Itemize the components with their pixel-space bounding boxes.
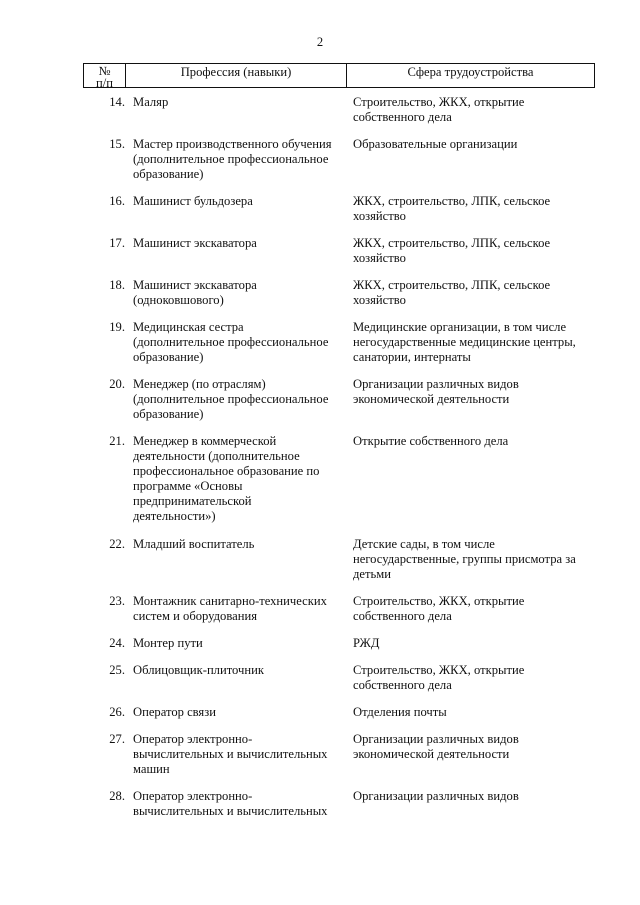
header-sphere-column: Сфера трудоустройства: [407, 65, 534, 79]
profession-line: образование): [133, 350, 204, 364]
sphere-line: Детские сады, в том числе: [353, 537, 495, 551]
sphere-line: Строительство, ЖКХ, открытие: [353, 663, 525, 677]
profession-cell: [133, 95, 347, 110]
profession-line: Медицинская сестра: [133, 320, 244, 334]
sphere-line: Образовательные организации: [353, 137, 518, 151]
sphere-cell: [353, 137, 593, 152]
profession-cell: [133, 663, 347, 678]
profession-line: Машинист экскаватора: [133, 236, 257, 250]
sphere-cell: [353, 537, 593, 582]
row-number: 21.: [109, 434, 125, 448]
row-number: 19.: [109, 320, 125, 334]
profession-line: Машинист экскаватора: [133, 278, 257, 292]
profession-line: Маляр: [133, 95, 169, 109]
sphere-cell: [353, 95, 593, 125]
sphere-line: ЖКХ, строительство, ЛПК, сельское: [353, 236, 551, 250]
profession-line: Оператор связи: [133, 705, 216, 719]
sphere-line: хозяйство: [353, 209, 406, 223]
sphere-line: экономической деятельности: [353, 747, 510, 761]
profession-line: (дополнительное профессиональное: [133, 152, 329, 166]
profession-line: программе «Основы: [133, 479, 243, 493]
sphere-line: негосударственные, группы присмотра за: [353, 552, 576, 566]
sphere-cell: [353, 705, 593, 720]
profession-cell: [133, 137, 347, 182]
profession-line: Монтер пути: [133, 636, 203, 650]
sphere-cell: [353, 594, 593, 624]
sphere-line: собственного дела: [353, 110, 452, 124]
profession-line: Мастер производственного обучения: [133, 137, 332, 151]
profession-cell: [133, 705, 347, 720]
sphere-cell: [353, 636, 593, 651]
profession-line: профессиональное образование по: [133, 464, 320, 478]
profession-cell: [133, 537, 347, 552]
profession-cell: [133, 320, 347, 365]
row-number: 22.: [109, 537, 125, 551]
row-number: 20.: [109, 377, 125, 391]
profession-line: Машинист бульдозера: [133, 194, 253, 208]
sphere-line: экономической деятельности: [353, 392, 510, 406]
sphere-line: Медицинские организации, в том числе: [353, 320, 567, 334]
page-number: 2: [316, 35, 324, 49]
profession-line: (одноковшового): [133, 293, 224, 307]
profession-cell: [133, 434, 347, 524]
row-number: 14.: [109, 95, 125, 109]
profession-line: систем и оборудования: [133, 609, 257, 623]
row-number: 15.: [109, 137, 125, 151]
sphere-cell: [353, 377, 593, 407]
profession-line: образование): [133, 167, 204, 181]
profession-cell: [133, 278, 347, 308]
profession-line: вычислительных и вычислительных: [133, 747, 328, 761]
profession-cell: [133, 236, 347, 251]
profession-line: Оператор электронно-: [133, 789, 253, 803]
sphere-line: хозяйство: [353, 251, 406, 265]
sphere-line: Организации различных видов: [353, 732, 519, 746]
row-number: 26.: [109, 705, 125, 719]
sphere-line: ЖКХ, строительство, ЛПК, сельское: [353, 194, 551, 208]
profession-line: Облицовщик-плиточник: [133, 663, 264, 677]
sphere-line: РЖД: [353, 636, 380, 650]
profession-line: деятельности (дополнительное: [133, 449, 300, 463]
sphere-line: собственного дела: [353, 678, 452, 692]
row-number: 18.: [109, 278, 125, 292]
row-number: 17.: [109, 236, 125, 250]
profession-line: деятельности»): [133, 509, 216, 523]
sphere-cell: [353, 663, 593, 693]
row-number: 28.: [109, 789, 125, 803]
header-number-column: [84, 64, 126, 90]
profession-line: Менеджер (по отраслям): [133, 377, 266, 391]
sphere-line: Организации различных видов: [353, 789, 519, 803]
sphere-line: негосударственные медицинские центры,: [353, 335, 576, 349]
profession-line: Монтажник санитарно-технических: [133, 594, 327, 608]
profession-line: вычислительных и вычислительных: [133, 804, 328, 818]
sphere-line: Организации различных видов: [353, 377, 519, 391]
profession-line: (дополнительное профессиональное: [133, 392, 329, 406]
profession-cell: [133, 594, 347, 624]
sphere-cell: [353, 789, 593, 804]
sphere-line: хозяйство: [353, 293, 406, 307]
row-number: 27.: [109, 732, 125, 746]
header-number-symbol: №: [98, 64, 111, 78]
profession-cell: [133, 194, 347, 209]
sphere-line: ЖКХ, строительство, ЛПК, сельское: [353, 278, 551, 292]
profession-line: Менеджер в коммерческой: [133, 434, 277, 448]
row-number: 16.: [109, 194, 125, 208]
profession-cell: [133, 377, 347, 422]
sphere-cell: [353, 236, 593, 266]
sphere-cell: [353, 278, 593, 308]
profession-cell: [133, 732, 347, 777]
sphere-cell: [353, 320, 593, 365]
sphere-line: Строительство, ЖКХ, открытие: [353, 594, 525, 608]
sphere-line: детьми: [353, 567, 391, 581]
sphere-line: Строительство, ЖКХ, открытие: [353, 95, 525, 109]
sphere-line: Отделения почты: [353, 705, 447, 719]
sphere-line: Открытие собственного дела: [353, 434, 509, 448]
header-number-abbrev: п/п: [96, 76, 113, 90]
sphere-line: санатории, интернаты: [353, 350, 471, 364]
row-number: 23.: [109, 594, 125, 608]
profession-cell: [133, 789, 347, 819]
table-header: [83, 63, 595, 88]
profession-line: Оператор электронно-: [133, 732, 253, 746]
sphere-cell: [353, 194, 593, 224]
profession-line: образование): [133, 407, 204, 421]
profession-line: предпринимательской: [133, 494, 252, 508]
profession-line: машин: [133, 762, 170, 776]
row-number: 24.: [109, 636, 125, 650]
profession-line: (дополнительное профессиональное: [133, 335, 329, 349]
sphere-cell: [353, 732, 593, 762]
header-profession-column: Профессия (навыки): [126, 64, 347, 87]
profession-cell: [133, 636, 347, 651]
sphere-cell: [353, 434, 593, 449]
row-number: 25.: [109, 663, 125, 677]
sphere-line: собственного дела: [353, 609, 452, 623]
profession-line: Младший воспитатель: [133, 537, 255, 551]
